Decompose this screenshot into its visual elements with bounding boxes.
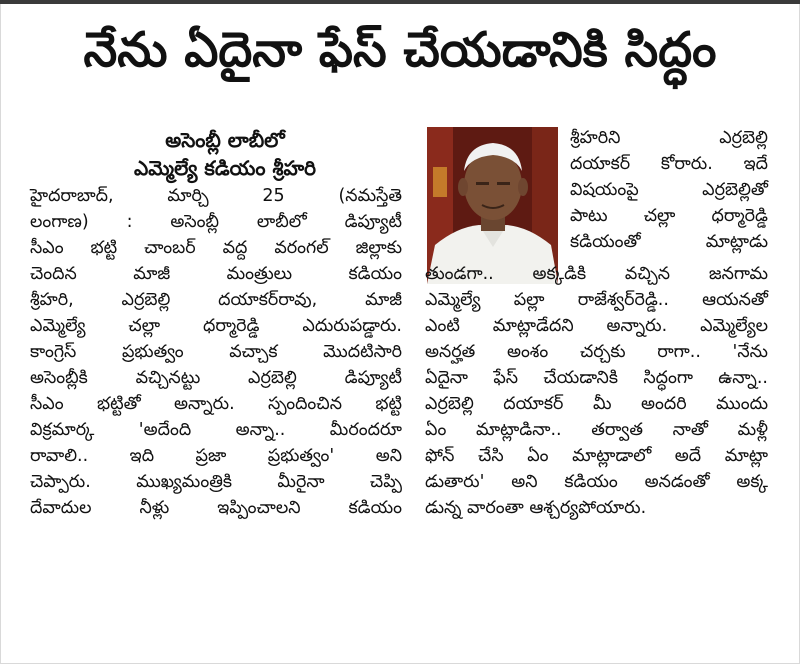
right-line-15: డున్న వారంతా ఆశ్చర్యపోయారు.: [425, 498, 647, 518]
left-line-5: శ్రీహరి, ఎర్రబెల్లి దయాకర్‌రావు, మాజీ: [30, 290, 402, 310]
headline: నేను ఏదైనా ఫేస్ చేయడానికి సిద్ధం: [83, 22, 717, 78]
subheading-2: ఎమ్మెల్యే కడియం శ్రీహరి: [134, 156, 316, 180]
left-line-7: కాంగ్రెస్ ప్రభుత్వం వచ్చాక మొదటిసారి: [30, 342, 402, 362]
right-line-10: ఏదైనా ఫేస్ చేయడానికి సిద్ధంగా ఉన్నా..: [425, 368, 768, 388]
left-line-12: చెప్పారు. ముఖ్యమంత్రికి మీరైనా చెప్పి: [30, 472, 402, 492]
right-line-11: ఎర్రబెల్లి దయాకర్ మీ అందరి ముందు: [425, 394, 768, 414]
right-line-9: అనర్హత అంశం చర్చకు రాగా.. 'నేను: [425, 342, 768, 362]
left-line-3: సీఎం భట్టి చాంబర్ వద్ద వరంగల్ జిల్లాకు: [30, 238, 402, 258]
right-line-2: దయాకర్ కోరారు. ఇదే: [570, 154, 768, 174]
left-line-1: హైదరాబాద్, మార్చి 25 (నమస్తేతె: [30, 186, 402, 206]
right-line-4: పాటు చల్లా ధర్మారెడ్డి: [570, 206, 768, 226]
right-line-13: ఫోన్ చేసి ఏం మాట్లాడాలో అదే మాట్లా: [425, 446, 768, 466]
left-line-8: అసెంబ్లీకి వచ్చినట్టు ఎర్రబెల్లి డిప్యూటీ: [30, 368, 402, 388]
right-line-14: డుతారు' అని కడియం అనడంతో అక్క: [425, 472, 768, 492]
left-line-4: చెందిన మాజీ మంత్రులు కడియం: [30, 264, 402, 284]
left-line-10: విక్రమార్క 'అదేంది అన్నా.. మీరందరూ: [30, 420, 402, 440]
right-line-8: ఎంటి మాట్లాడేదని అన్నారు. ఎమ్మెల్యేల: [425, 316, 768, 336]
left-line-9: సీఎం భట్టితో అన్నారు. స్పందించిన భట్టి: [30, 394, 402, 414]
right-line-5: కడియంతో మాట్లాడు: [570, 232, 768, 252]
left-line-11: రావాలి.. ఇది ప్రజా ప్రభుత్వం' అని: [30, 446, 402, 466]
top-rule: [0, 0, 800, 4]
left-line-6: ఎమ్మెల్యే చల్లా ధర్మారెడ్డి ఎదురుపడ్డారు.: [30, 316, 402, 336]
right-line-6: తుండగా.. అక్కడికి వచ్చిన జనగామ: [425, 264, 768, 284]
right-line-1: శ్రీహరిని ఎర్రబెల్లి: [570, 128, 768, 148]
right-line-12: ఏం మాట్లాడినా.. తర్వాత నాతో మళ్లీ: [425, 420, 768, 440]
right-line-3: విషయంపై ఎర్రబెల్లితో: [570, 180, 768, 200]
left-line-13: దేవాదుల నీళ్లు ఇప్పించాలని కడియం: [30, 498, 402, 518]
subheading-1: అసెంబ్లీ లాబీలో: [165, 128, 285, 152]
right-line-7: ఎమ్మెల్యే పల్లా రాజేశ్వర్‌రెడ్డి.. ఆయనతో: [425, 290, 768, 310]
left-line-2: లంగాణ) : అసెంబ్లీ లాబీలో డిప్యూటీ: [30, 212, 402, 232]
